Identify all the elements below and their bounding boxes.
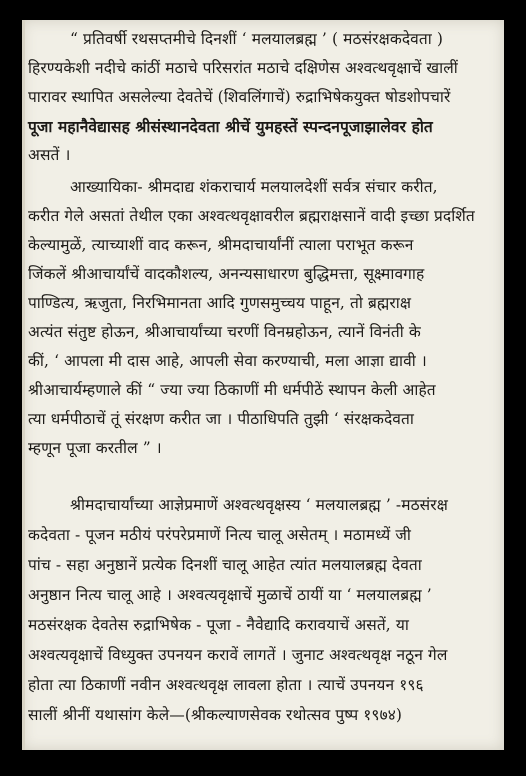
p2-line-4: जिंकलें श्रीआचार्यांचें वादकौशल्य, अनन्यसाधारण बुद्धिमत्ता, सूक्ष्मावगाह [28,265,425,283]
p3-line-7: होता त्या ठिकाणीं नवीन अश्वत्थवृक्ष लावला होता । त्याचें उपनयन १९६ [28,676,424,694]
p1-line-3: पारावर स्थापित असलेल्या देवतेचें (शिवलिंगाचें) रुद्राभिषेकयुक्त षोडशोपचारें [28,88,451,106]
p2-line-9: त्या धर्मपीठाचें तूं संरक्षण करीत जा । पीठाधिपति तुझी ‘ संरक्षकदेवता [28,410,414,428]
p3-line-5: मठसंरक्षक देवतेस रुद्राभिषेक - पूजा - नैवेद्यादि करावयाचें असतें, या [28,616,409,634]
p3-line-1: श्रीमदाचार्यांच्या आज्ञेप्रमाणें अश्वत्थवृक्षस्य ‘ मलयालब्रह्म ’ -मठसंरक्ष [70,496,448,514]
p2-line-10: म्हणून पूजा करतील ” । [28,439,162,457]
document-page [22,20,504,750]
p2-line-5: पाण्डित्य, ऋजुता, निरभिमानता आदि गुणसमुच्चय पाहून, तो ब्रह्मराक्ष [28,294,412,312]
p1-line-4: पूजा महानैवेद्यासह श्रीसंस्थानदेवता श्रीचें युमहस्तें स्पन्दनपूजाझालेवर होत [28,117,433,136]
p2-line-1: आख्यायिका- श्रीमदाद्य शंकराचार्य मलयालदेशीं सर्वत्र संचार करीत, [70,178,438,196]
p1-line-2: हिरण्यकेशी नदीचे कांठीं मठाचे परिसरांत मठाचे दक्षिणेस अश्वत्थवृक्षाचें खालीं [28,59,458,77]
p1-line-5: असतें । [28,146,71,164]
p3-line-6: अश्वत्यवृक्षाचें विध्युक्त उपनयन करावें लागतें । जुनाट अश्वत्थवृक्ष नठून गेल [28,646,448,664]
p3-line-4: अनुष्ठान नित्य चालू आहे । अश्वत्यवृक्षाचें मुळाचें ठायीं या ‘ मलयालब्रह्म ’ [28,586,432,604]
p2-line-7: कीं, ‘ आपला मी दास आहे, आपली सेवा करण्याची, मला आज्ञा द्यावी । [28,352,427,370]
p3-line-8: सालीं श्रीनीं यथासांग केले—(श्रीकल्याणसेवक रथोत्सव पुष्प १९७४) [28,706,403,724]
p3-line-2: कदेवता - पूजन मठीयं परंपरेप्रमाणें नित्य चालू असेतम् । मठामध्यें जी [28,526,411,544]
p1-line-1: “ प्रतिवर्षी रथसप्तमीचे दिनशीं ‘ मलयालब्रह्म ’ ( मठसंरक्षकदेवता ) [70,30,444,48]
p3-line-3: पांच - सहा अनुष्ठानें प्रत्येक दिनशीं चालू आहेत त्यांत मलयालब्रह्म देवता [28,556,422,574]
p2-line-3: केल्यामुळें, त्याच्याशीं वाद करून, श्रीमदाचार्यांनीं त्याला पराभूत करून [28,236,414,254]
p2-line-8: श्रीआचार्यम्हणाले कीं “ ज्या ज्या ठिकाणीं मी धर्मपीठें स्थापन केली आहेत [28,381,436,399]
p2-line-2: करीत गेले असतां तेथील एका अश्वत्थवृक्षावरील ब्रह्मराक्षसानें वादी इच्छा प्रदर्शित [28,207,475,225]
page-gutter [22,20,25,750]
p2-line-6: अत्यंत संतुष्ट होऊन, श्रीआचार्यांच्या चरणीं विनम्रहोऊन, त्यानें विनंती के [28,323,421,341]
